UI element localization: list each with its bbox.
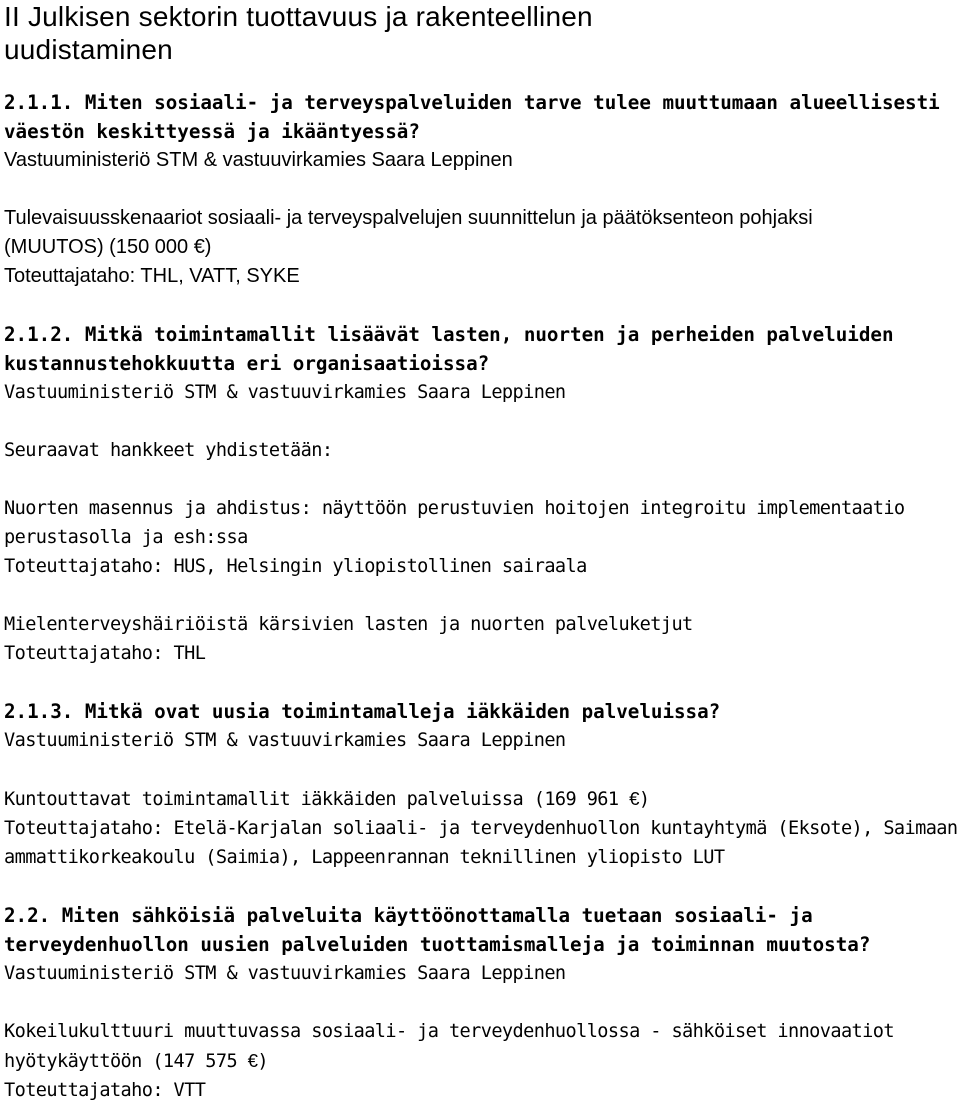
section-heading-line-2: kustannustehokkuutta eri organisaatioissa? [4,352,490,375]
project-title [4,784,958,814]
document-page [4,0,958,1105]
responsible-ministry: Vastuuministeriö STM & vastuuvirkamies Saara Leppinen [4,149,513,171]
project-title-line-2 [4,1046,958,1076]
implementer [4,814,958,872]
project-title-text: Kuntouttavat toimintamallit iäkkäiden palveluissa (169 961 [4,789,630,810]
section-2-1-3 [4,697,958,872]
section-heading-line-1: 2.1.2. Mitkä toimintamallit lisäävät lasten, nuorten ja perheiden palveluiden [4,323,894,346]
section-heading-line-1: 2.2. Miten sähköisiä palveluita käyttöönottamalla tuetaan sosiaali- ja [4,904,813,927]
section-2-1-1 [4,88,958,291]
implementer: Toteuttajataho: VTT [4,1080,206,1101]
project-title-line-1: Nuorten masennus ja ahdistus: näyttöön perustuvien hoitojen integroitu implementaatio [4,498,905,519]
responsible-ministry: Vastuuministeriö STM & vastuuvirkamies Saara Leppinen [4,963,566,984]
euro-sign: € [629,788,639,809]
project-title-text: hyötykäyttöön (147 575 [4,1051,248,1072]
euro-sign: € [247,1050,258,1071]
responsible-ministry: Vastuuministeriö STM & vastuuvirkamies Saara Leppinen [4,730,566,751]
section-heading [4,320,958,378]
main-title-line-2: uudistaminen [4,34,173,65]
section-heading-line-2: väestön keskittyessä ja ikääntyessä? [4,120,420,143]
combined-projects-note: Seuraavat hankkeet yhdistetään: [4,440,333,461]
section-heading [4,88,958,146]
section-heading: 2.1.3. Mitkä ovat uusia toimintamalleja iäkkäiden palveluissa? [4,700,721,723]
project-title-line-2: (MUUTOS) (150 000 €) [4,236,212,258]
section-heading-line-2: terveydenhuollon uusien palveluiden tuottamismalleja ja toiminnan muutosta? [4,933,871,956]
project-title-line-2: perustasolla ja esh:ssa [4,527,248,548]
section-2-2 [4,901,958,1105]
responsible-ministry: Vastuuministeriö STM & vastuuvirkamies Saara Leppinen [4,382,566,403]
implementer: Toteuttajataho: HUS, Helsingin yliopistollinen sairaala [4,556,587,577]
closing-paren: ) [638,789,650,810]
implementer: Toteuttajataho: THL [4,643,206,664]
section-2-1-2 [4,320,958,668]
project-title [4,1017,958,1076]
implementer: Toteuttajataho: THL, VATT, SYKE [4,265,300,287]
project-title-line-1: Kokeilukulttuuri muuttuvassa sosiaali- ja terveydenhuollossa - sähköiset innovaatiot [4,1021,894,1042]
project-title: Mielenterveyshäiriöistä kärsivien lasten ja nuorten palveluketjut [4,614,693,635]
main-title-line-1: II Julkisen sektorin tuottavuus ja rakenteellinen [4,1,593,32]
section-heading [4,901,958,959]
implementer-line-1: Toteuttajataho: Etelä-Karjalan soliaali- ja terveydenhuollon kuntayhtymä (Eksote), Saimaan [4,818,958,839]
project-title [4,204,958,262]
project-title-line-1: Tulevaisuusskenaariot sosiaali- ja terveyspalvelujen suunnittelun ja päätöksenteon pohjaksi [4,207,813,229]
implementer-line-2: ammattikorkeakoulu (Saimia), Lappeenrannan teknillinen yliopisto LUT [4,847,725,868]
main-title [4,0,958,66]
closing-paren: ) [257,1051,269,1072]
section-heading-line-1: 2.1.1. Miten sosiaali- ja terveyspalveluiden tarve tulee muuttumaan alueellisesti [4,91,940,114]
project-title [4,494,958,552]
